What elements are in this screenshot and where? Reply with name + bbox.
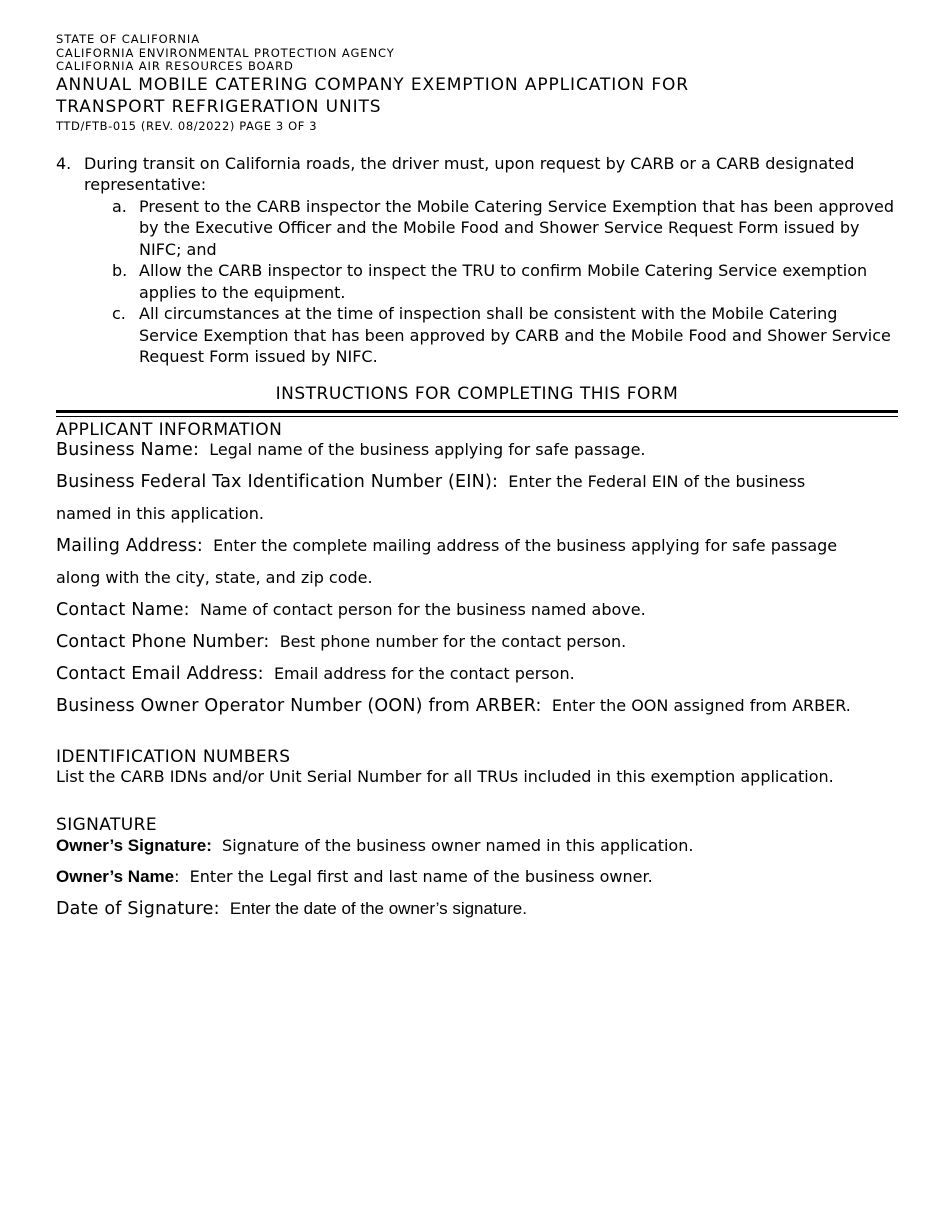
contact-name-label: Contact Name: bbox=[56, 599, 190, 620]
form-title-line1: ANNUAL MOBILE CATERING COMPANY EXEMPTION APPLICATION FOR bbox=[56, 74, 690, 95]
document-page bbox=[56, 33, 898, 925]
identification-heading: IDENTIFICATION NUMBERS bbox=[56, 746, 291, 767]
owner-name-text: Enter the Legal first and last name of the business owner. bbox=[189, 866, 653, 886]
item-text: During transit on California roads, the driver must, upon request by CARB or a CARB designated representative: bbox=[84, 153, 855, 194]
identification-section bbox=[56, 747, 898, 787]
signature-heading: SIGNATURE bbox=[56, 814, 157, 835]
owner-signature-label: Owner’s Signature: bbox=[56, 835, 212, 855]
sub-item-c bbox=[112, 303, 898, 368]
form-header bbox=[56, 33, 898, 134]
signature-date-label: Date of Signature: bbox=[56, 898, 220, 919]
item-4-row bbox=[56, 153, 898, 196]
ein-row bbox=[56, 466, 898, 498]
item-number: 4. bbox=[56, 153, 72, 173]
signature-date-row bbox=[56, 893, 898, 925]
identification-text: List the CARB IDNs and/or Unit Serial Number for all TRUs included in this exemption application. bbox=[56, 766, 834, 786]
sub-item-text: Allow the CARB inspector to inspect the TRU to confirm Mobile Catering Service exemption applies to the equipment. bbox=[139, 261, 868, 302]
contact-phone-row bbox=[56, 626, 898, 658]
contact-name-text: Name of contact person for the business named above. bbox=[199, 599, 646, 619]
form-number: TTD/FTB-015 (REV. 08/2022) PAGE 3 OF 3 bbox=[56, 118, 318, 133]
instructions-heading: INSTRUCTIONS FOR COMPLETING THIS FORM bbox=[275, 383, 679, 404]
oon-text: Enter the OON assigned from ARBER. bbox=[551, 695, 851, 715]
contact-name-row bbox=[56, 594, 898, 626]
business-name-text: Legal name of the business applying for safe passage. bbox=[209, 439, 646, 459]
owner-signature-text: Signature of the business owner named in this application. bbox=[222, 835, 694, 855]
sub-item-list bbox=[112, 196, 898, 368]
ein-label: Business Federal Tax Identification Number (EIN): bbox=[56, 471, 499, 492]
oon-row bbox=[56, 690, 898, 722]
sub-item-letter: a. bbox=[112, 196, 127, 216]
contact-email-text: Email address for the contact person. bbox=[273, 663, 575, 683]
contact-email-label: Contact Email Address: bbox=[56, 663, 264, 684]
numbered-item-4 bbox=[56, 153, 898, 368]
oon-label: Business Owner Operator Number (OON) from ARBER: bbox=[56, 695, 542, 716]
applicant-section bbox=[56, 420, 898, 722]
form-title-line2: TRANSPORT REFRIGERATION UNITS bbox=[56, 96, 382, 117]
agency-name: CALIFORNIA ENVIRONMENTAL PROTECTION AGENCY bbox=[56, 45, 395, 60]
sub-item-text: Present to the CARB inspector the Mobile Catering Service Exemption that has been approved by the Executive Officer and the Mobile Food and Shower Service Request Form issued by NIFC; and bbox=[139, 196, 895, 259]
business-name-label: Business Name: bbox=[56, 439, 200, 460]
signature-section bbox=[56, 815, 898, 925]
mailing-address-continued: along with the city, state, and zip code. bbox=[56, 567, 373, 587]
double-divider bbox=[56, 410, 898, 417]
sub-item-letter: b. bbox=[112, 261, 128, 280]
owner-name-label: Owner’s Name bbox=[56, 866, 175, 886]
ein-text: Enter the Federal EIN of the business bbox=[508, 471, 806, 491]
owner-name-row: Owner’s Name: Enter the Legal first and last name of the business owner. bbox=[56, 866, 653, 886]
mailing-address-text: Enter the complete mailing address of the business applying for safe passage bbox=[213, 535, 838, 555]
owner-signature-row bbox=[56, 835, 898, 857]
business-name-row bbox=[56, 440, 898, 460]
applicant-heading: APPLICANT INFORMATION bbox=[56, 419, 283, 440]
mailing-address-row bbox=[56, 530, 898, 562]
ein-text-continued: named in this application. bbox=[56, 503, 264, 523]
mailing-address-label: Mailing Address: bbox=[56, 535, 203, 556]
sub-item-a bbox=[112, 196, 898, 261]
state-name: STATE OF CALIFORNIA bbox=[56, 32, 200, 46]
sub-item-letter: c. bbox=[112, 304, 126, 323]
sub-item-text: All circumstances at the time of inspection shall be consistent with the Mobile Catering Service Exemption that has been approved by CARB and the Mobile Food and Shower Service Request Form issued by NIFC. bbox=[139, 304, 891, 366]
sub-item-b bbox=[112, 260, 898, 303]
contact-phone-text: Best phone number for the contact person. bbox=[279, 631, 627, 651]
contact-email-row bbox=[56, 658, 898, 690]
contact-phone-label: Contact Phone Number: bbox=[56, 631, 270, 652]
board-name: CALIFORNIA AIR RESOURCES BOARD bbox=[56, 59, 294, 73]
signature-date-text: Enter the date of the owner’s signature. bbox=[229, 898, 527, 918]
